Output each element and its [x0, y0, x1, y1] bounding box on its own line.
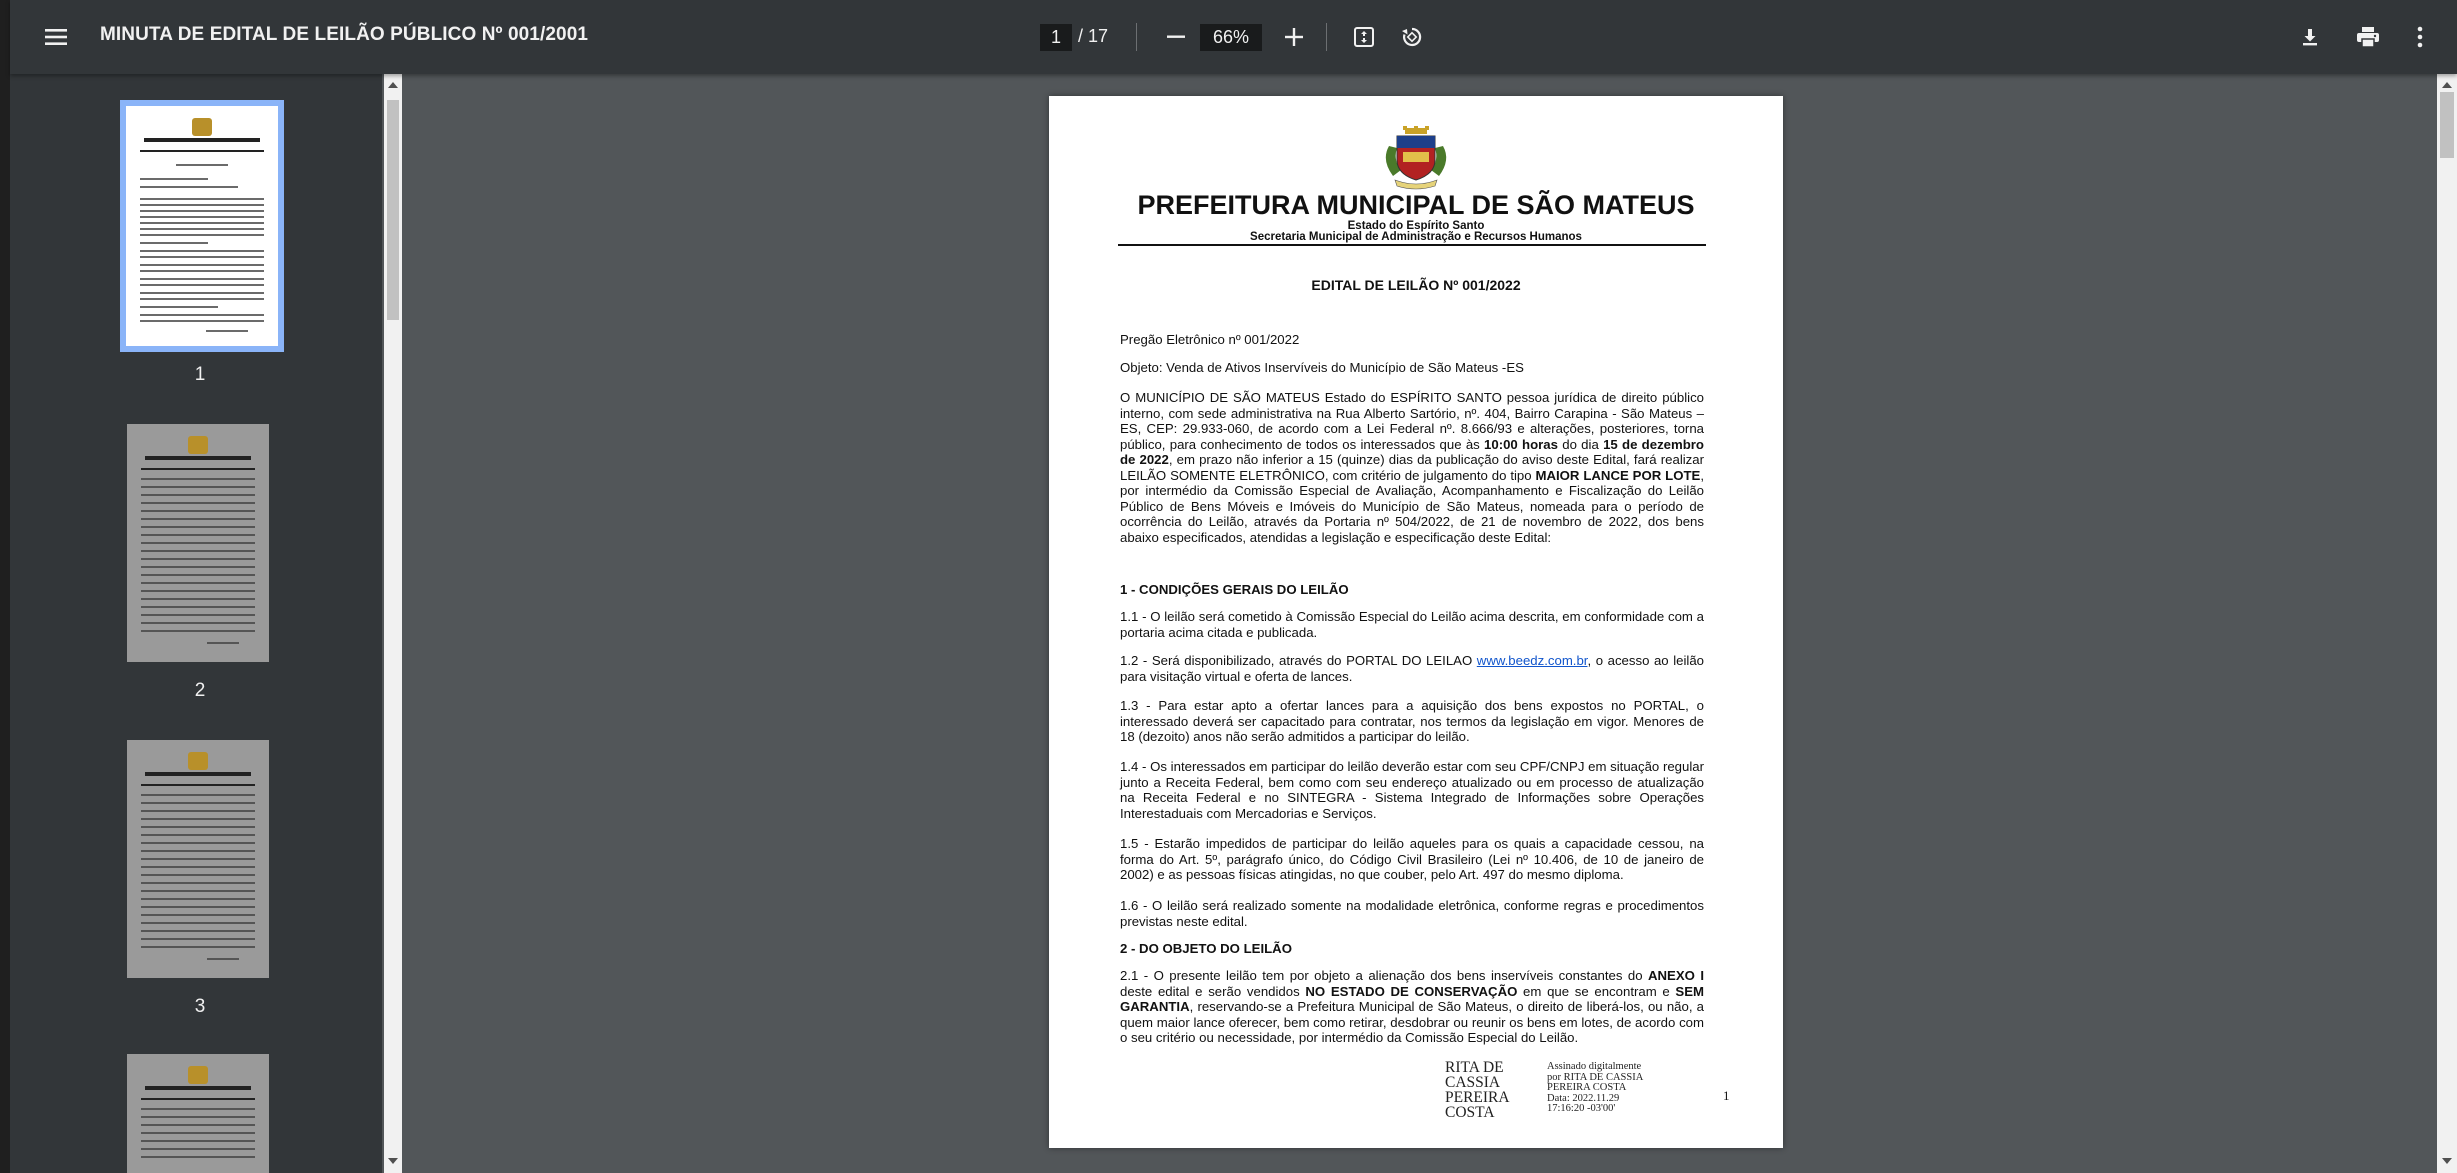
page-thumbnail-4[interactable]	[127, 1054, 269, 1173]
portal-link[interactable]: www.beedz.com.br	[1476, 653, 1588, 668]
page-thumbnail-2[interactable]	[127, 424, 269, 662]
download-icon	[2300, 27, 2320, 47]
scroll-up-arrow-icon[interactable]	[2442, 82, 2452, 88]
plus-icon	[1285, 28, 1303, 46]
toolbar-divider	[1136, 23, 1137, 51]
print-icon	[2356, 26, 2380, 48]
header-title: PREFEITURA MUNICIPAL DE SÃO MATEUS	[1137, 190, 1695, 220]
page-total: / 17	[1078, 26, 1109, 46]
signature-name: RITA DE CASSIA PEREIRA COSTA	[1445, 1059, 1510, 1121]
download-button[interactable]	[2292, 19, 2328, 55]
page-thumbnail-1[interactable]	[126, 106, 278, 346]
thumbnail-label: 3	[194, 996, 206, 1017]
more-options-icon[interactable]	[2402, 19, 2438, 55]
paragraph-1-2: 1.2 - Será disponibilizado, através do PORTAL DO LEILAO www.beedz.com.br, o acesso ao leilão para visitação virtual e oferta de lances.	[1120, 653, 1704, 684]
thumbnail-sidebar	[10, 74, 382, 1173]
toolbar-divider	[1326, 23, 1327, 51]
document-scrollbar-thumb[interactable]	[2440, 92, 2454, 158]
page-number-input[interactable]: 1	[1040, 24, 1072, 51]
paragraph-2-1: 2.1 - O presente leilão tem por objeto a alienação dos bens inservíveis constantes do ANEXO I deste edital e serão vendidos NO ESTADO DE CONSERVAÇÃO em que se encontram e SEM GARANTIA, reservando-se a Prefeitura Municipal de São Mateus, o direito de liberá-los, ou não, a quem maior lance oferecer, bem como retirar, desdobrar ou reunir os bens em lotes, de acordo com o seu critério ou necessidade, por intermédio da Comissão Especial do Leilão.	[1120, 968, 1704, 1045]
intro-paragraph: O MUNICÍPIO DE SÃO MATEUS Estado do ESPÍRITO SANTO pessoa jurídica de direito público interno, com sede administrativa na Rua Alberto Sartório, nº. 404, Bairro Carapina - São Mateus – ES, CEP: 29.933-060, de acordo com a Lei Federal nº. 8.666/93 e alterações, posteriores, torna público, para conhecimento de todos os interessados que às 10:00 horas do dia 15 de dezembro de 2022, em prazo não inferior a 15 (quinze) dias da publicação do aviso deste Edital, fará realizar LEILÃO SOMENTE ELETRÔNICO, com critério de julgamento do tipo MAIOR LANCE POR LOTE, por intermédio da Comissão Especial de Avaliação, Acompanhamento e Fiscalização do Leilão Público de Bens Móveis e Imóveis do Município de São Mateus, nomeada para o período de ocorrência do Leilão, através da Portaria nº 504/2022, de 21 de novembro de 2022, dos bens abaixo especificados, atendidas a legislação e especificação deste Edital:	[1120, 390, 1704, 545]
paragraph-1-6: 1.6 - O leilão será realizado somente na modalidade eletrônica, conforme regras e procedimentos previstas neste edital.	[1120, 898, 1704, 929]
paragraph-1-5: 1.5 - Estarão impedidos de participar do leilão aqueles para os quais a capacidade cessou, na forma do Art. 5º, parágrafo único, do Código Civil Brasileiro (Lei nº 10.406, de 10 de janeiro de 2002) e as pessoas físicas atingidas, no que couber, pelo Art. 497 do mesmo diploma.	[1120, 836, 1704, 882]
signature-details: Assinado digitalmente por RITA DE CASSIA PEREIRA COSTA Data: 2022.11.29 17:16:20 -03'00'	[1547, 1061, 1644, 1114]
scroll-up-arrow-icon[interactable]	[388, 82, 398, 88]
header-subtitle-secretariat: Secretaria Municipal de Administração e Recursos Humanos	[1250, 231, 1582, 243]
objeto-line: Objeto: Venda de Ativos Inservíveis do Município de São Mateus -ES	[1120, 360, 1524, 375]
scroll-down-arrow-icon[interactable]	[2442, 1158, 2452, 1164]
page-thumbnail-3[interactable]	[127, 740, 269, 978]
thumbnail-label: 2	[194, 680, 206, 701]
paragraph-1-4: 1.4 - Os interessados em participar do leilão deverão estar com seu CPF/CNPJ em situação regular junto a Receita Federal, bem como com seu endereço atualizado ou em processo de atualização na Receita Federal e no SINTEGRA - Sistema Integrado de Informações sobre Operações Interestaduais com Mercadorias e Serviços.	[1120, 759, 1704, 821]
paragraph-1-1: 1.1 - O leilão será cometido à Comissão Especial do Leilão acima descrita, em conformidade com a portaria acima citada e publicada.	[1120, 609, 1704, 640]
menu-icon[interactable]	[34, 15, 78, 59]
section-heading-1: 1 - CONDIÇÕES GERAIS DO LEILÃO	[1120, 582, 1349, 597]
header-subtitle-state: Estado do Espírito Santo	[1347, 220, 1485, 232]
toolbar	[10, 0, 2457, 74]
section-heading-2: 2 - DO OBJETO DO LEILÃO	[1120, 941, 1292, 956]
paragraph-1-3: 1.3 - Para estar apto a ofertar lances para a aquisição dos bens expostos no PORTAL, o interessado deverá ser capacitado para contratar, nos termos da legislação em vigor. Menores de 18 (dezoito) anos não serão admitidos a participar do leilão.	[1120, 698, 1704, 744]
page-number: 1	[1723, 1088, 1730, 1103]
header-divider	[1118, 244, 1706, 246]
document-page	[1049, 96, 1783, 1148]
fit-page-icon	[1353, 26, 1375, 48]
scroll-down-arrow-icon[interactable]	[388, 1158, 398, 1164]
zoom-in-button[interactable]	[1276, 19, 1312, 55]
minus-icon	[1167, 35, 1185, 39]
window-edge	[0, 0, 10, 1173]
document-title: MINUTA DE EDITAL DE LEILÃO PÚBLICO Nº 001/2001	[100, 24, 589, 45]
document-scrollbar[interactable]	[2437, 74, 2457, 1173]
thumbnail-label: 1	[194, 364, 206, 385]
rotate-icon	[1400, 25, 1424, 49]
rotate-button[interactable]	[1394, 19, 1430, 55]
fit-to-page-button[interactable]	[1346, 19, 1382, 55]
zoom-out-button[interactable]	[1158, 19, 1194, 55]
thumbnail-crest	[192, 118, 212, 136]
municipal-crest-icon	[1375, 126, 1457, 190]
pregao-line: Pregão Eletrônico nº 001/2022	[1120, 332, 1300, 347]
zoom-level-input[interactable]: 66%	[1200, 24, 1262, 51]
edital-title: EDITAL DE LEILÃO Nº 001/2022	[1311, 277, 1521, 293]
sidebar-scrollbar-thumb[interactable]	[387, 100, 399, 320]
print-button[interactable]	[2350, 19, 2386, 55]
